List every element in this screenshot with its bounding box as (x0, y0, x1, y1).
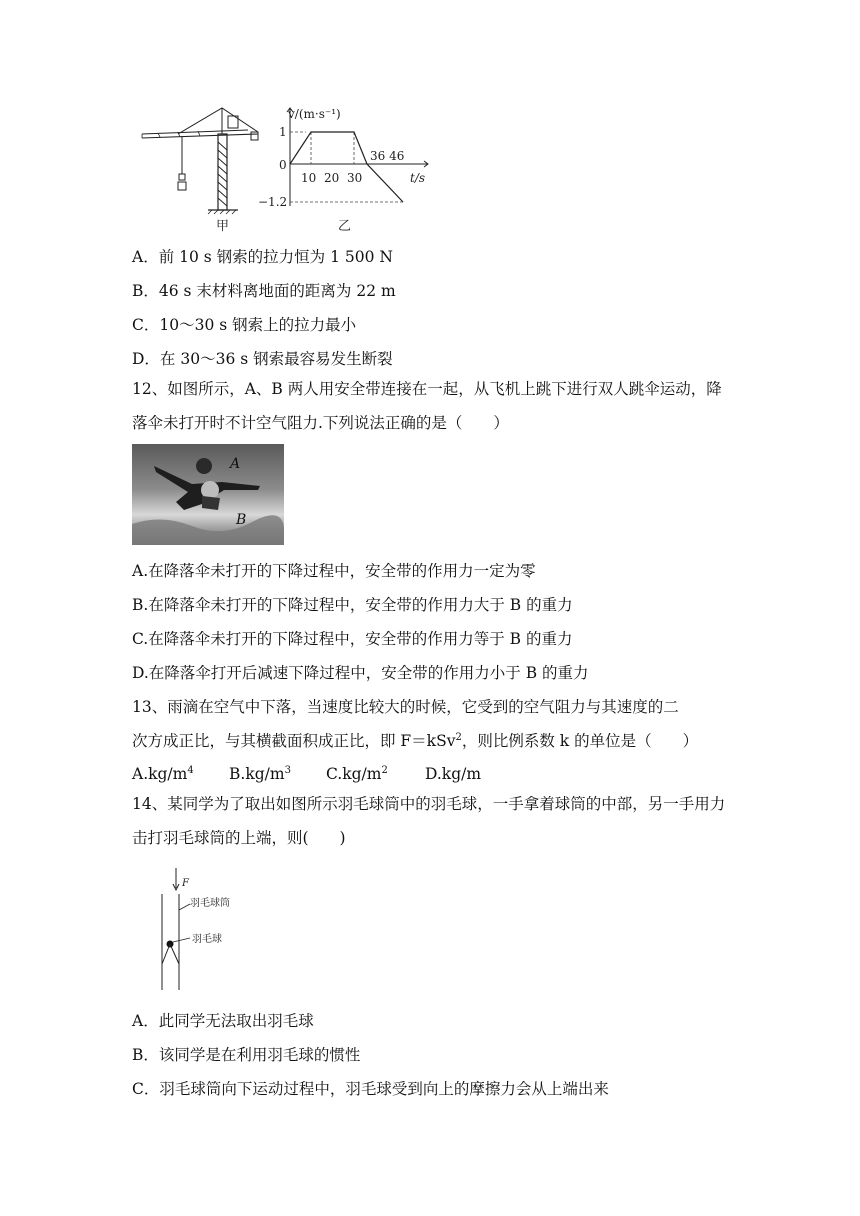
tick-y-neg: −1.2 (258, 195, 288, 209)
photo-label-b: B (236, 512, 247, 528)
q13-stem-line2: 次方成正比，与其横截面积成正比，即 F＝kSv$^2$，则比例系数 k 的单位是（ ） (132, 732, 699, 750)
vt-line (290, 132, 403, 202)
label-jia: 甲 (216, 219, 230, 234)
q12-option-d: D.在降落伞打开后减速下降过程中，安全带的作用力小于 B 的重力 (132, 664, 589, 682)
tick-x-36-46: 36 46 (370, 149, 405, 163)
shuttlecock-tube-figure (150, 864, 260, 994)
fig-tube-label: 羽毛球筒 (190, 898, 230, 909)
q13-options (132, 763, 481, 785)
x-axis-label: t/s (410, 171, 426, 185)
q13-option-a: $A.kg/m^4$ (132, 765, 194, 783)
q14-option-b: B．该同学是在利用羽毛球的惯性 (132, 1046, 361, 1064)
q14-option-c: C．羽毛球筒向下运动过程中，羽毛球受到向上的摩擦力会从上端出来 (132, 1080, 609, 1098)
q13-stem-line1: 13、雨滴在空气中下落，当速度比较大的时候，它受到的空气阻力与其速度的二 (132, 698, 679, 716)
label-yi: 乙 (338, 219, 352, 234)
fig-force-label: F (182, 878, 189, 889)
tick-y-0: 0 (279, 158, 287, 172)
q14-stem: 14、某同学为了取出如图所示羽毛球筒中的羽毛球，一手拿着球筒的中部，另一手用力击打羽毛球筒的上端，则( ) (132, 795, 726, 847)
q12-option-a: A.在降落伞未打开的下降过程中，安全带的作用力一定为零 (132, 562, 536, 580)
skydiving-photo (132, 444, 284, 545)
q11-option-d: D．在 30～36 s 钢索最容易发生断裂 (132, 350, 393, 368)
q12-option-b: B.在降落伞未打开的下降过程中，安全带的作用力大于 B 的重力 (132, 596, 573, 614)
q11-option-b: B．46 s 末材料离地面的距离为 22 m (132, 282, 396, 300)
fig-ball-label: 羽毛球 (192, 934, 222, 945)
q14-option-a: A．此同学无法取出羽毛球 (132, 1012, 314, 1030)
photo-label-a: A (230, 456, 241, 472)
q11-option-a: A．前 10 s 钢索的拉力恒为 1 500 N (132, 248, 393, 266)
tick-y-1: 1 (279, 125, 287, 139)
vt-graph (258, 107, 428, 234)
q13-option-d: D.kg/m (425, 765, 482, 783)
tick-x-20: 20 (324, 171, 340, 185)
q13-option-b: $B.kg/m^3$ (229, 765, 291, 783)
crane-figure (138, 96, 438, 234)
q13-option-c: $C.kg/m^2$ (326, 765, 388, 783)
q12-option-c: C.在降落伞未打开的下降过程中，安全带的作用力等于 B 的重力 (132, 630, 573, 648)
q12-stem: 12、如图所示，A、B 两人用安全带连接在一起，从飞机上跳下进行双人跳伞运动，降落伞未打开时不计空气阻力.下列说法正确的是（ ） (132, 380, 722, 432)
y-axis-label: v/(m·s⁻¹) (288, 107, 341, 121)
q11-option-c: C．10～30 s 钢索上的拉力最小 (132, 316, 357, 334)
tick-x-30: 30 (347, 171, 363, 185)
tick-x-10: 10 (301, 171, 317, 185)
